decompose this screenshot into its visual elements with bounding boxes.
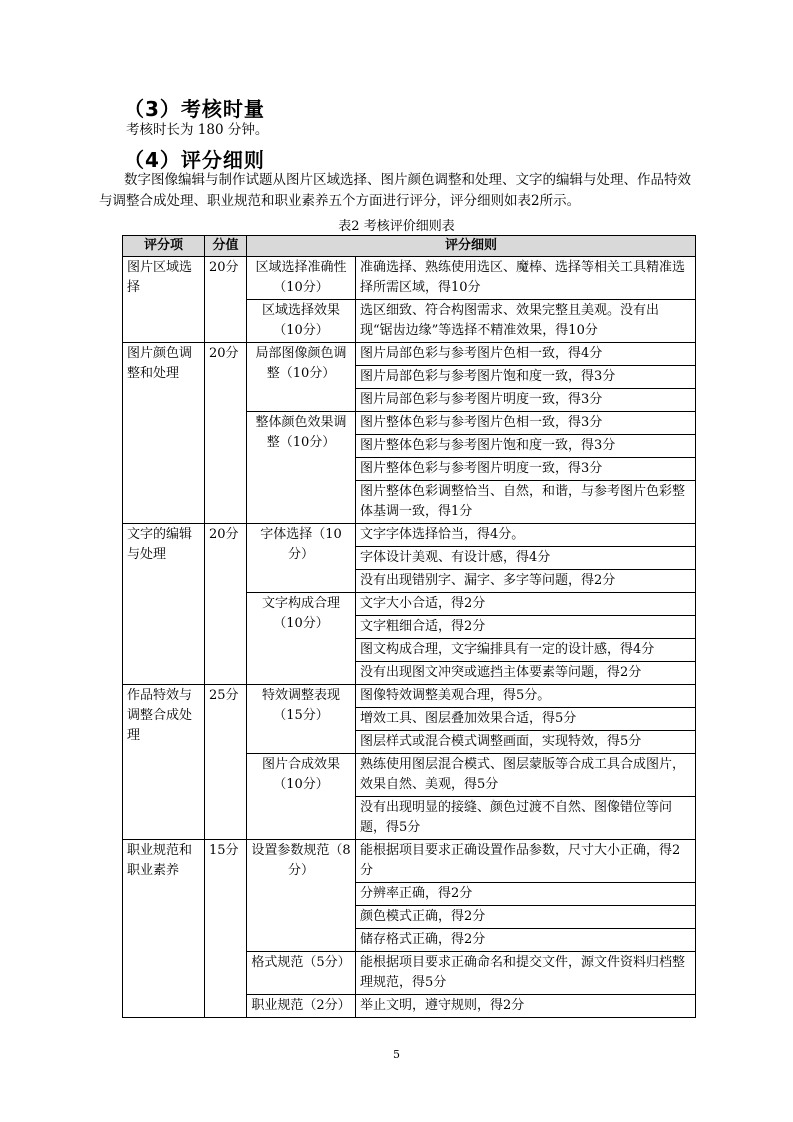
- duration-text: 考核时长为 180 分钟。: [126, 122, 269, 138]
- table-header-row: [123, 236, 696, 257]
- criterion-detail: 熟练使用图层混合模式、图层蒙版等合成工具合成图片，效果自然、美观，得5分: [356, 754, 696, 797]
- criterion-detail: 图片整体色彩与参考图片饱和度一致，得3分: [356, 435, 696, 458]
- header-score: 分值: [205, 236, 247, 257]
- sub-criterion: 格式规范（5分）: [247, 952, 356, 995]
- sub-criterion: 职业规范（2分）: [247, 995, 356, 1018]
- scoring-points: 20分: [205, 257, 247, 343]
- sub-criterion: 局部图像颜色调整（10分）: [247, 343, 356, 412]
- criterion-detail: 准确选择、熟练使用选区、魔棒、选择等相关工具精准选择所需区域，得10分: [356, 257, 696, 300]
- sub-criterion: 区域选择准确性（10分）: [247, 257, 356, 300]
- criterion-detail: 图层样式或混合模式调整画面，实现特效，得5分: [356, 731, 696, 754]
- section-heading-scoring: （4）评分细则: [124, 148, 265, 172]
- criterion-detail: 图片局部色彩与参考图片饱和度一致，得3分: [356, 366, 696, 389]
- scoring-points: 20分: [205, 343, 247, 524]
- criterion-detail: 图片整体色彩与参考图片明度一致，得3分: [356, 458, 696, 481]
- criterion-detail: 颜色模式正确，得2分: [356, 906, 696, 929]
- sub-criterion: 区域选择效果（10分）: [247, 300, 356, 343]
- table-row: [123, 685, 696, 708]
- sub-criterion: 整体颜色效果调整（10分）: [247, 412, 356, 524]
- section-heading-duration: （3）考核时量: [124, 97, 265, 121]
- scoring-points: 15分: [205, 840, 247, 1018]
- header-details: 评分细则: [247, 236, 696, 257]
- sub-criterion: 文字构成合理（10分）: [247, 593, 356, 685]
- table-caption: 表2 考核评价细则表: [338, 219, 455, 234]
- scoring-item: 作品特效与调整合成处理: [123, 685, 205, 840]
- criterion-detail: 没有出现明显的接缝、颜色过渡不自然、图像错位等问题，得5分: [356, 797, 696, 840]
- scoring-intro-line1: 数字图像编辑与制作试题从图片区域选择、图片颜色调整和处理、文字的编辑与处理、作品特效: [124, 172, 691, 188]
- criterion-detail: 没有出现图文冲突或遮挡主体要素等问题，得2分: [356, 662, 696, 685]
- sub-criterion: 特效调整表现（15分）: [247, 685, 356, 754]
- criterion-detail: 储存格式正确，得2分: [356, 929, 696, 952]
- table-row: [123, 343, 696, 366]
- table-row: [123, 840, 696, 883]
- criterion-detail: 举止文明，遵守规则，得2分: [356, 995, 696, 1018]
- criterion-detail: 文字字体选择恰当，得4分。: [356, 524, 696, 547]
- table-row: [123, 524, 696, 547]
- scoring-item: 图片颜色调整和处理: [123, 343, 205, 524]
- criterion-detail: 图像特效调整美观合理，得5分。: [356, 685, 696, 708]
- scoring-item: 文字的编辑与处理: [123, 524, 205, 685]
- scoring-points: 25分: [205, 685, 247, 840]
- scoring-points: 20分: [205, 524, 247, 685]
- scoring-item: 职业规范和职业素养: [123, 840, 205, 1018]
- criterion-detail: 图片局部色彩与参考图片色相一致，得4分: [356, 343, 696, 366]
- criterion-detail: 图片整体色彩调整恰当、自然，和谐，与参考图片色彩整体基调一致，得1分: [356, 481, 696, 524]
- criterion-detail: 能根据项目要求正确命名和提交文件，源文件资料归档整理规范，得5分: [356, 952, 696, 995]
- criterion-detail: 没有出现错别字、漏字、多字等问题，得2分: [356, 570, 696, 593]
- sub-criterion: 字体选择（10分）: [247, 524, 356, 593]
- criterion-detail: 文字大小合适，得2分: [356, 593, 696, 616]
- criterion-detail: 图片局部色彩与参考图片明度一致，得3分: [356, 389, 696, 412]
- scoring-item: 图片区域选择: [123, 257, 205, 343]
- criterion-detail: 分辨率正确，得2分: [356, 883, 696, 906]
- scoring-table: [122, 235, 696, 1018]
- criterion-detail: 增效工具、图层叠加效果合适，得5分: [356, 708, 696, 731]
- criterion-detail: 选区细致、符合构图需求、效果完整且美观。没有出现“锯齿边缘”等选择不精准效果，得10分: [356, 300, 696, 343]
- table-row: [123, 257, 696, 300]
- sub-criterion: 图片合成效果（10分）: [247, 754, 356, 840]
- criterion-detail: 字体设计美观、有设计感，得4分: [356, 547, 696, 570]
- criterion-detail: 图文构成合理，文字编排具有一定的设计感，得4分: [356, 639, 696, 662]
- scoring-intro-line2: 与调整合成处理、职业规范和职业素养五个方面进行评分，评分细则如表2所示。: [99, 193, 581, 209]
- criterion-detail: 文字粗细合适，得2分: [356, 616, 696, 639]
- criterion-detail: 能根据项目要求正确设置作品参数，尺寸大小正确，得2分: [356, 840, 696, 883]
- criterion-detail: 图片整体色彩与参考图片色相一致，得3分: [356, 412, 696, 435]
- header-item: 评分项: [123, 236, 205, 257]
- sub-criterion: 设置参数规范（8分）: [247, 840, 356, 952]
- page-number: 5: [393, 1048, 400, 1061]
